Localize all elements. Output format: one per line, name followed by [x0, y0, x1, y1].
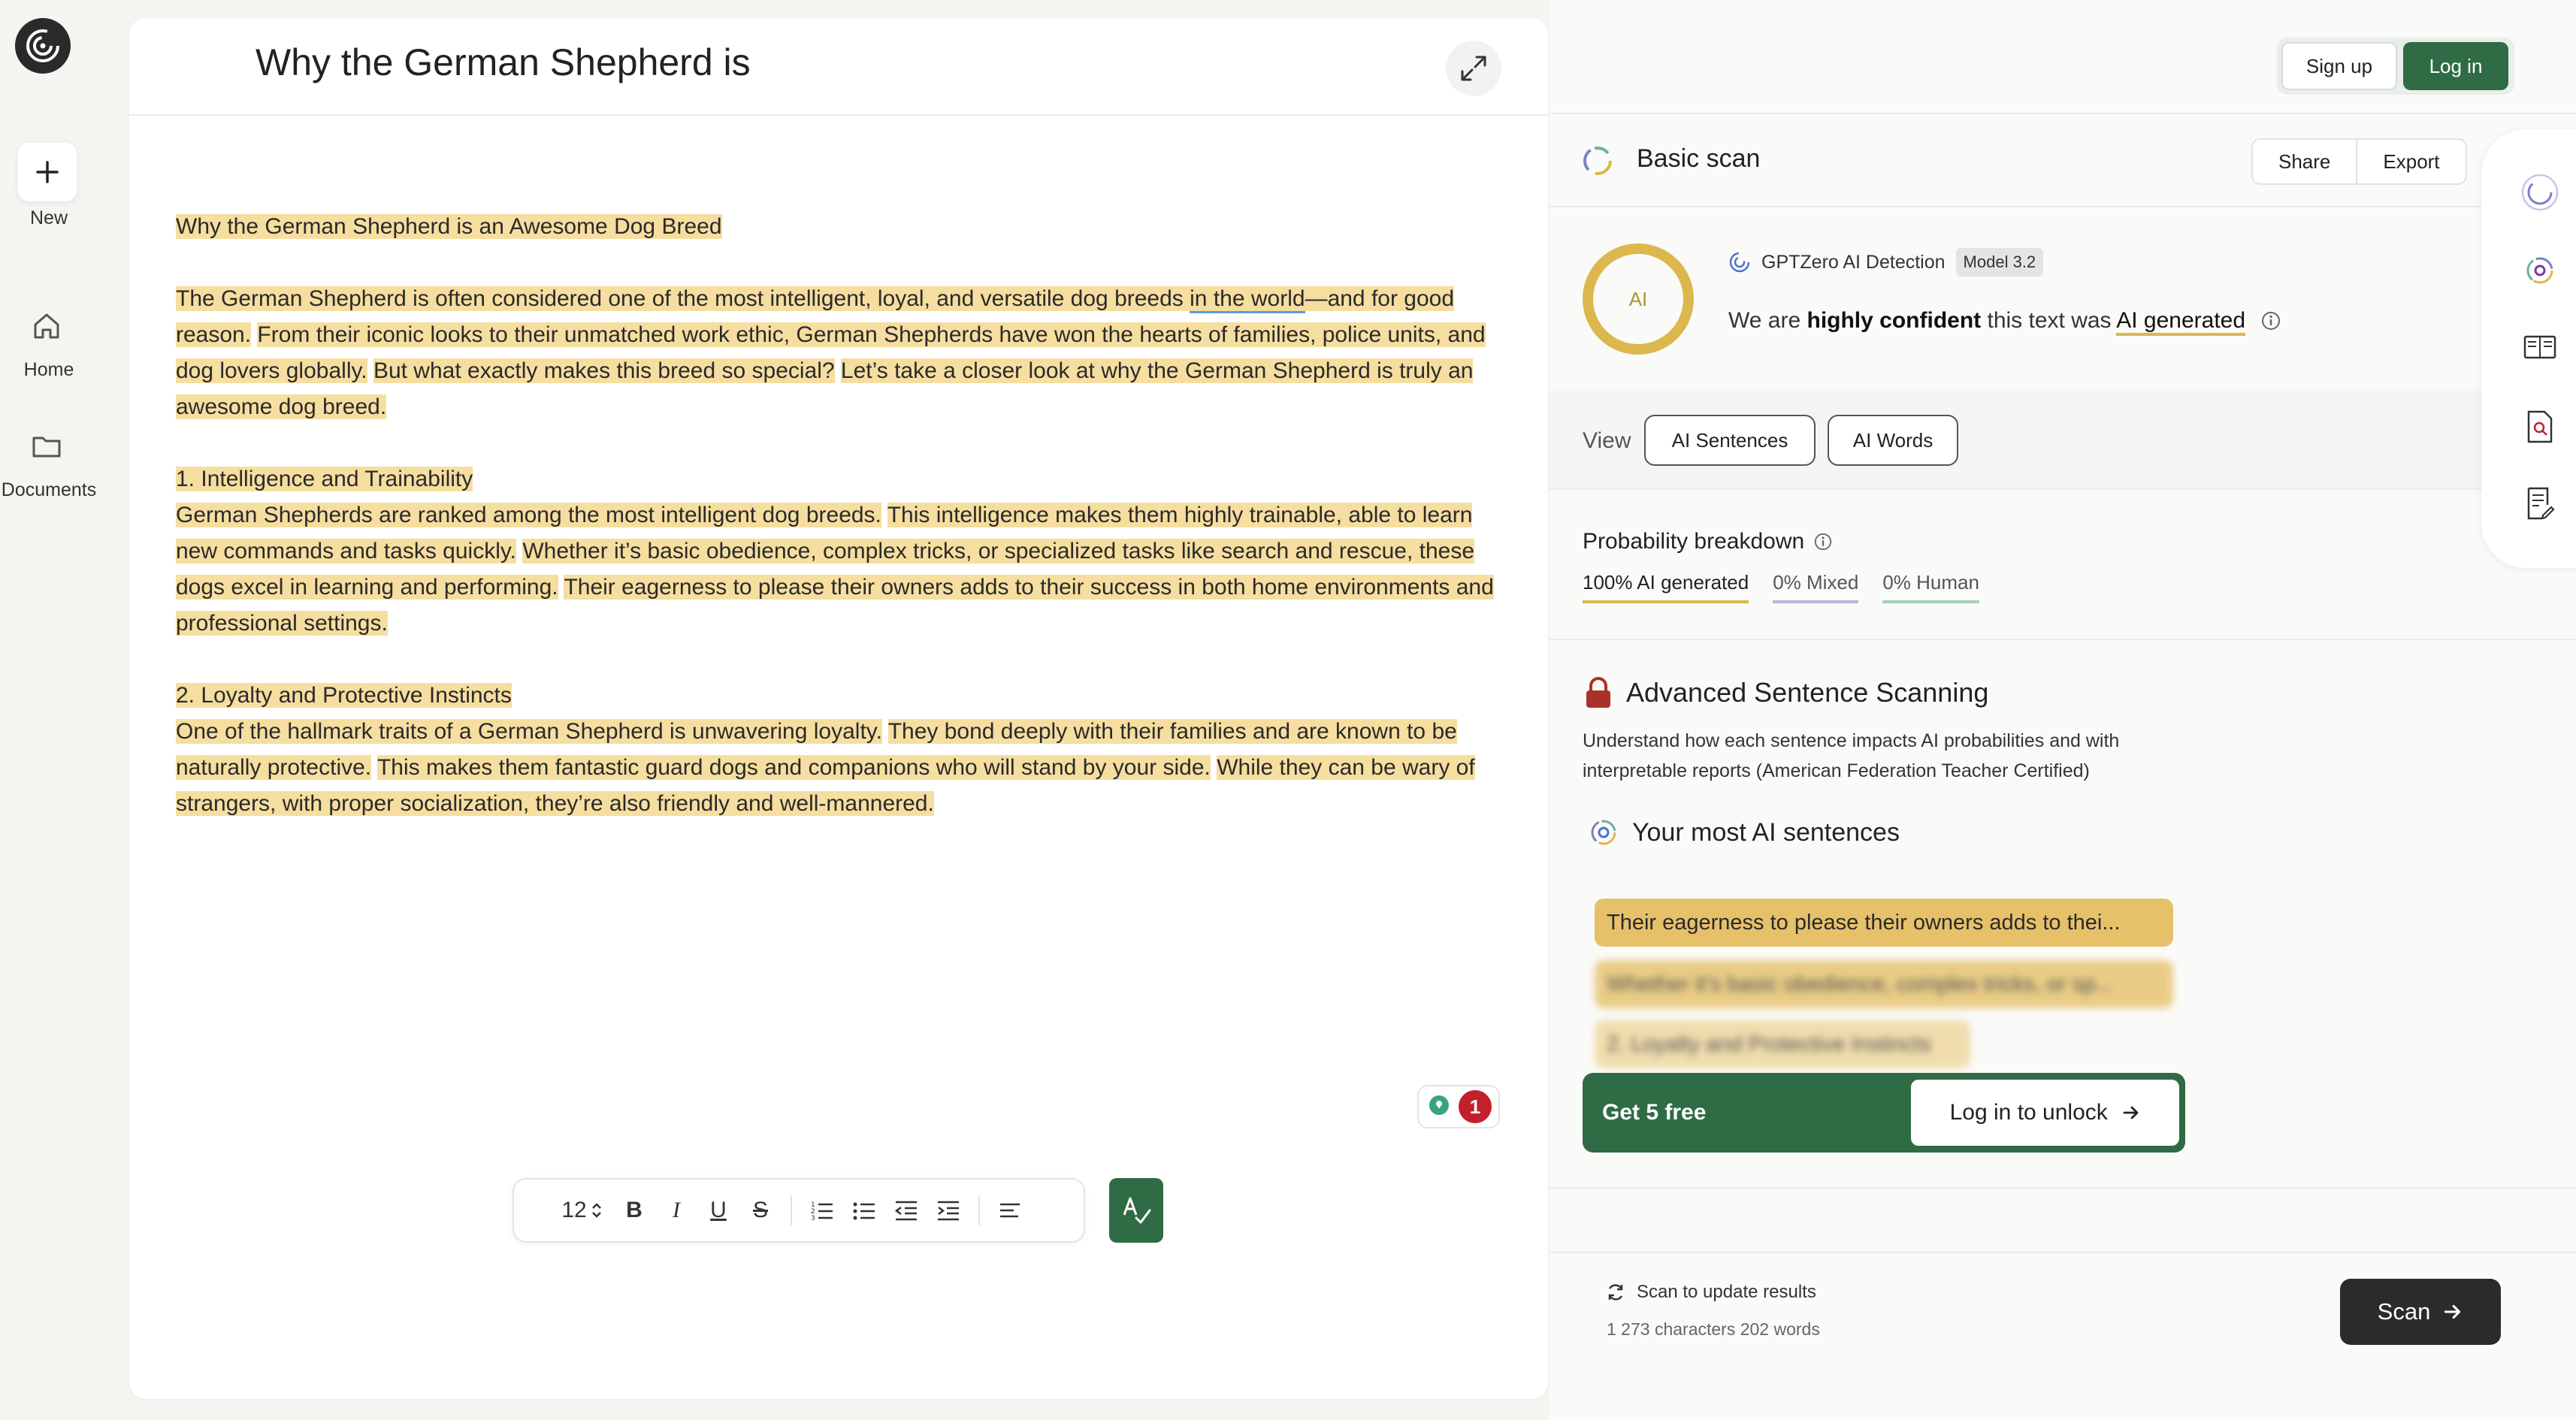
confidence-statement: [1728, 308, 2281, 334]
ai-generated-label[interactable]: AI generated: [2116, 308, 2245, 336]
arrow-right-icon: [2442, 1301, 2463, 1322]
sentence: German Shepherds are ranked among the most intelligent dog breeds.: [176, 503, 881, 527]
divider: [1550, 1187, 2576, 1189]
probability-title: Probability breakdown: [1583, 529, 1805, 554]
section-heading: 1. Intelligence and Trainability: [176, 467, 473, 491]
sentence: Whether it’s basic obedience, complex tricks, or specialized tasks like search and rescue, these dogs excel in learning and performing.: [176, 539, 1475, 600]
sentence: This intelligence makes them highly trainable, able to learn new commands and tasks quickly.: [176, 503, 1473, 563]
book-tool-icon[interactable]: [2517, 325, 2562, 370]
document-body[interactable]: [176, 209, 1498, 858]
new-label: New: [29, 207, 68, 228]
login-button[interactable]: Log in: [2403, 42, 2508, 90]
model-tag: Model 3.2: [1956, 248, 2044, 276]
indent-icon[interactable]: [936, 1199, 960, 1222]
sentences-icon: [1589, 817, 1619, 847]
character-word-count: 1 273 characters 202 words: [1607, 1319, 1820, 1339]
folder-icon[interactable]: [24, 424, 69, 469]
new-document-button[interactable]: [18, 143, 77, 201]
underline-icon[interactable]: U: [710, 1198, 727, 1222]
documents-label[interactable]: Documents: [1, 479, 97, 500]
ai-sentences-button[interactable]: AI Sentences: [1644, 415, 1816, 466]
export-button[interactable]: Export: [2356, 140, 2465, 183]
detection-label: GPTZero AI Detection: [1761, 251, 1946, 273]
gptzero-small-icon: [1728, 251, 1751, 273]
ordered-list-icon[interactable]: [810, 1199, 834, 1222]
results-panel: [1550, 0, 2576, 1420]
toolbar-divider: [978, 1195, 980, 1225]
align-left-icon[interactable]: [998, 1201, 1022, 1220]
detection-label-row: [1728, 248, 2043, 276]
sentence: Let’s take a closer look at why the German Shepherd is truly an awesome dog breed.: [176, 358, 1474, 419]
writing-report-icon[interactable]: [2517, 481, 2562, 526]
suggestion-count: 1: [1459, 1090, 1492, 1123]
editor-divider: [129, 114, 1548, 116]
probability-mixed[interactable]: 0% Mixed: [1773, 571, 1858, 603]
probability-tabs: [1583, 571, 1979, 603]
sentence: From their iconic looks to their unmatched work ethic, German Shepherds have won the hearts of families, police units, and dog lovers globally.: [176, 322, 1486, 383]
section-heading: 2. Loyalty and Protective Instincts: [176, 683, 512, 708]
confidence-text: this text was: [1981, 308, 2117, 333]
source-tool-icon[interactable]: [2517, 248, 2562, 293]
ai-sentence-chip-locked: Whether it's basic obedience, complex tricks, or sp...: [1595, 960, 2173, 1008]
format-toolbar: [512, 1178, 1085, 1243]
svg-text:1: 1: [811, 1201, 815, 1209]
info-icon[interactable]: [2260, 310, 2281, 331]
document-title[interactable]: Why the German Shepherd is: [255, 41, 751, 83]
doc-heading: Why the German Shepherd is an Awesome Dog Breed: [176, 214, 722, 239]
sentence: The German Shepherd is often considered one of the most intelligent, loyal, and versatile dog breeds: [176, 286, 1190, 311]
scan-progress-icon: [1581, 144, 1614, 181]
suggestions-badge[interactable]: [1417, 1085, 1500, 1128]
ai-sentence-chip-locked: 2. Loyalty and Protective Instincts: [1595, 1020, 1970, 1068]
spellcheck-icon: [1120, 1194, 1153, 1227]
updown-icon: [591, 1202, 602, 1219]
gptzero-logo[interactable]: [15, 18, 71, 74]
most-ai-title-row: [1589, 817, 1900, 847]
login-to-unlock-button[interactable]: [1911, 1080, 2179, 1146]
probability-title-row: [1583, 529, 1833, 554]
most-ai-title: Your most AI sentences: [1632, 817, 1900, 847]
svg-text:3: 3: [811, 1215, 815, 1222]
italic-icon[interactable]: I: [673, 1198, 680, 1222]
bullet-list-icon[interactable]: [852, 1199, 876, 1222]
scan-title: Basic scan: [1637, 144, 1761, 173]
home-icon[interactable]: [24, 304, 69, 349]
ai-sentence-chip[interactable]: Their eagerness to please their owners adds to thei...: [1595, 899, 2173, 947]
unlock-banner: [1583, 1073, 2185, 1153]
advanced-description: Understand how each sentence impacts AI probabilities and with interpretable reports (American Federation Teacher Certified): [1583, 730, 2120, 781]
font-size-value: 12: [561, 1198, 587, 1222]
lock-icon: [1584, 676, 1613, 709]
svg-text:2: 2: [811, 1208, 815, 1216]
strikethrough-icon[interactable]: S: [752, 1198, 768, 1222]
signup-button[interactable]: Sign up: [2281, 42, 2397, 90]
update-label: Scan to update results: [1637, 1282, 1816, 1302]
update-row: [1605, 1282, 1816, 1303]
plus-icon: [35, 159, 60, 185]
advanced-title: Advanced Sentence Scanning: [1626, 677, 1989, 708]
sentence: One of the hallmark traits of a German Shepherd is unwavering loyalty.: [176, 719, 882, 744]
auth-buttons: [2277, 38, 2514, 95]
sentence: Their eagerness to please their owners adds to their success in both home environments and professional settings.: [176, 575, 1494, 636]
scan-label: Scan: [2377, 1298, 2431, 1325]
spellcheck-button[interactable]: [1109, 1178, 1163, 1243]
sentence: But what exactly makes this breed so special?: [373, 358, 835, 383]
home-label[interactable]: Home: [23, 359, 74, 380]
divider: [1550, 639, 2576, 640]
share-export-group: [2251, 138, 2467, 185]
ai-words-button[interactable]: AI Words: [1828, 415, 1958, 466]
ai-scan-tool-icon[interactable]: [2517, 170, 2562, 215]
sentence: While they can be wary of strangers, with proper socialization, they’re also friendly and well-mannered.: [176, 755, 1475, 816]
advanced-title-row: [1584, 676, 1988, 709]
view-label: View: [1583, 428, 1631, 453]
ai-score-ring: AI: [1583, 243, 1694, 355]
sentence: —and for good reason.: [176, 286, 1455, 347]
sentence: This makes them fantastic guard dogs and companions who will stand by your side.: [376, 755, 1211, 780]
bold-icon[interactable]: B: [626, 1198, 642, 1222]
refresh-icon: [1605, 1282, 1626, 1303]
get-free-label: Get 5 free: [1602, 1100, 1707, 1125]
sentence[interactable]: in the world: [1190, 286, 1305, 313]
expand-icon: [1459, 53, 1489, 83]
confidence-text: We are: [1728, 308, 1807, 333]
unlock-label: Log in to unlock: [1949, 1100, 2108, 1125]
probability-ai[interactable]: 100% AI generated: [1583, 571, 1749, 603]
expand-button[interactable]: [1446, 41, 1501, 96]
lightbulb-icon: [1426, 1093, 1453, 1120]
scan-button[interactable]: [2340, 1279, 2501, 1345]
probability-human[interactable]: 0% Human: [1882, 571, 1979, 603]
info-icon[interactable]: [1813, 532, 1833, 551]
share-button[interactable]: Share: [2278, 150, 2331, 173]
confidence-level: highly confident: [1807, 308, 1982, 333]
plagiarism-tool-icon[interactable]: [2517, 404, 2562, 449]
outdent-icon[interactable]: [894, 1199, 918, 1222]
toolbar-divider: [791, 1195, 792, 1225]
font-size-select[interactable]: [559, 1198, 604, 1223]
logo-icon: [23, 26, 62, 65]
arrow-right-icon: [2121, 1103, 2141, 1122]
sentence: They bond deeply with their families and are known to be naturally protective.: [176, 719, 1457, 780]
